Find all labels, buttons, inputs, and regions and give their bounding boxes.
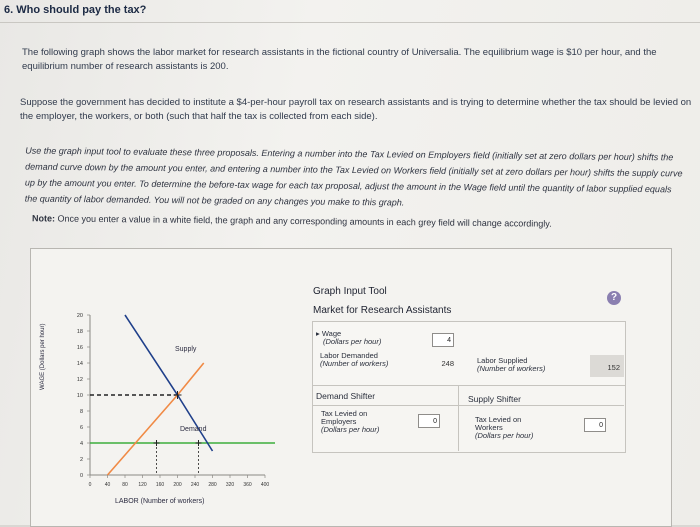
- supply-shifter-header: Supply Shifter: [468, 394, 521, 404]
- x-tick-label: 200: [173, 482, 182, 488]
- labor-demanded-value: 248: [441, 359, 454, 368]
- labor-supplied-units: (Number of workers): [477, 364, 546, 373]
- y-tick-label: 10: [76, 393, 83, 399]
- instructions: Use the graph input tool to evaluate these three proposals. Entering a number into the Tax Levied on Employers field (initially set at zero dollars per hour) shifts the demand curve down by the amount you enter, and entering a number into the Tax Levied on Workers field (initially set at zero dollars per hour) shifts the supply curve up by the amount you enter. To determine the before-tax wage for each tax proposal, adjust the amount in the Wage field until the quantity of labor supplied equals the quantity of labor demanded. You will not be graded on any changes you make to this graph.: [24, 145, 683, 208]
- x-tick-label: 280: [208, 482, 217, 488]
- y-tick-label: 4: [79, 441, 83, 447]
- labor-market-chart[interactable]: [50, 295, 280, 495]
- x-tick-label: 40: [104, 482, 111, 488]
- market-subtitle: Market for Research Assistants: [313, 305, 452, 316]
- shifter-divider: [458, 385, 459, 451]
- tax-employers-input[interactable]: 0: [418, 414, 440, 428]
- x-axis-label: LABOR (Number of workers): [115, 498, 205, 505]
- demand-curve-label: Demand: [180, 426, 207, 433]
- wage-units: (Dollars per hour): [323, 337, 382, 346]
- paragraph-tax-proposal: Suppose the government has decided to institute a $4-per-hour payroll tax on research assistants and is trying to determine whether the tax should be levied on the employer, the workers, or both (such that half the tax is collected from each side).: [20, 97, 692, 122]
- y-axis-label: WAGE (Dollars per hour): [40, 323, 46, 390]
- tax-workers-units: (Dollars per hour): [475, 431, 534, 440]
- x-tick-label: 360: [243, 482, 252, 488]
- graph-input-tool-title: Graph Input Tool: [313, 286, 387, 297]
- x-tick-label: 400: [260, 482, 270, 488]
- labor-demanded-label: Labor Demanded: [320, 351, 378, 360]
- labor-demanded-units: (Number of workers): [320, 359, 389, 368]
- help-icon[interactable]: ?: [607, 291, 621, 305]
- divider: [0, 22, 700, 23]
- y-tick-label: 0: [79, 473, 83, 479]
- note-label: Note:: [31, 213, 56, 224]
- wage-input[interactable]: 4: [432, 333, 454, 347]
- tax-employers-units: (Dollars per hour): [321, 425, 380, 434]
- demand-shifter-header: Demand Shifter: [316, 391, 376, 401]
- y-tick-label: 8: [79, 409, 83, 415]
- y-tick-label: 2: [79, 457, 83, 463]
- question-title: 6. Who should pay the tax?: [4, 4, 147, 16]
- wage-label: ▸ Wage: [316, 329, 342, 338]
- note-text: Once you enter a value in a white field, the graph and any corresponding amounts in each grey field will change accordingly.: [57, 213, 552, 229]
- y-tick-label: 18: [76, 329, 83, 335]
- supply-curve-label: Supply: [175, 346, 197, 353]
- x-tick-label: 240: [190, 482, 200, 488]
- x-tick-label: 120: [138, 482, 147, 488]
- shifter-header-divider: [312, 405, 624, 406]
- x-tick-label: 0: [88, 482, 92, 488]
- wage-label-text: Wage: [321, 329, 342, 338]
- tax-employers-label: Tax Levied on Employers: [321, 409, 368, 426]
- x-tick-label: 160: [155, 482, 165, 488]
- y-tick-label: 14: [76, 361, 83, 367]
- supply-curve: [108, 363, 207, 475]
- tax-workers-label: Tax Levied on Workers: [475, 415, 522, 432]
- y-tick-label: 16: [76, 345, 83, 351]
- labor-supplied-value: 152: [607, 363, 620, 372]
- y-tick-label: 12: [76, 377, 83, 383]
- y-tick-label: 6: [79, 425, 83, 431]
- tax-workers-input[interactable]: 0: [584, 418, 606, 432]
- paragraph-intro: The following graph shows the labor market for research assistants in the fictional country of Universalia. The equilibrium wage is $10 per hour, and the equilibrium number of research assistants is 200.: [22, 47, 657, 72]
- x-tick-label: 80: [122, 482, 128, 488]
- note: [32, 213, 552, 228]
- x-tick-label: 320: [225, 482, 235, 488]
- labor-supplied-label: Labor Supplied: [477, 356, 528, 365]
- y-tick-label: 20: [76, 313, 83, 319]
